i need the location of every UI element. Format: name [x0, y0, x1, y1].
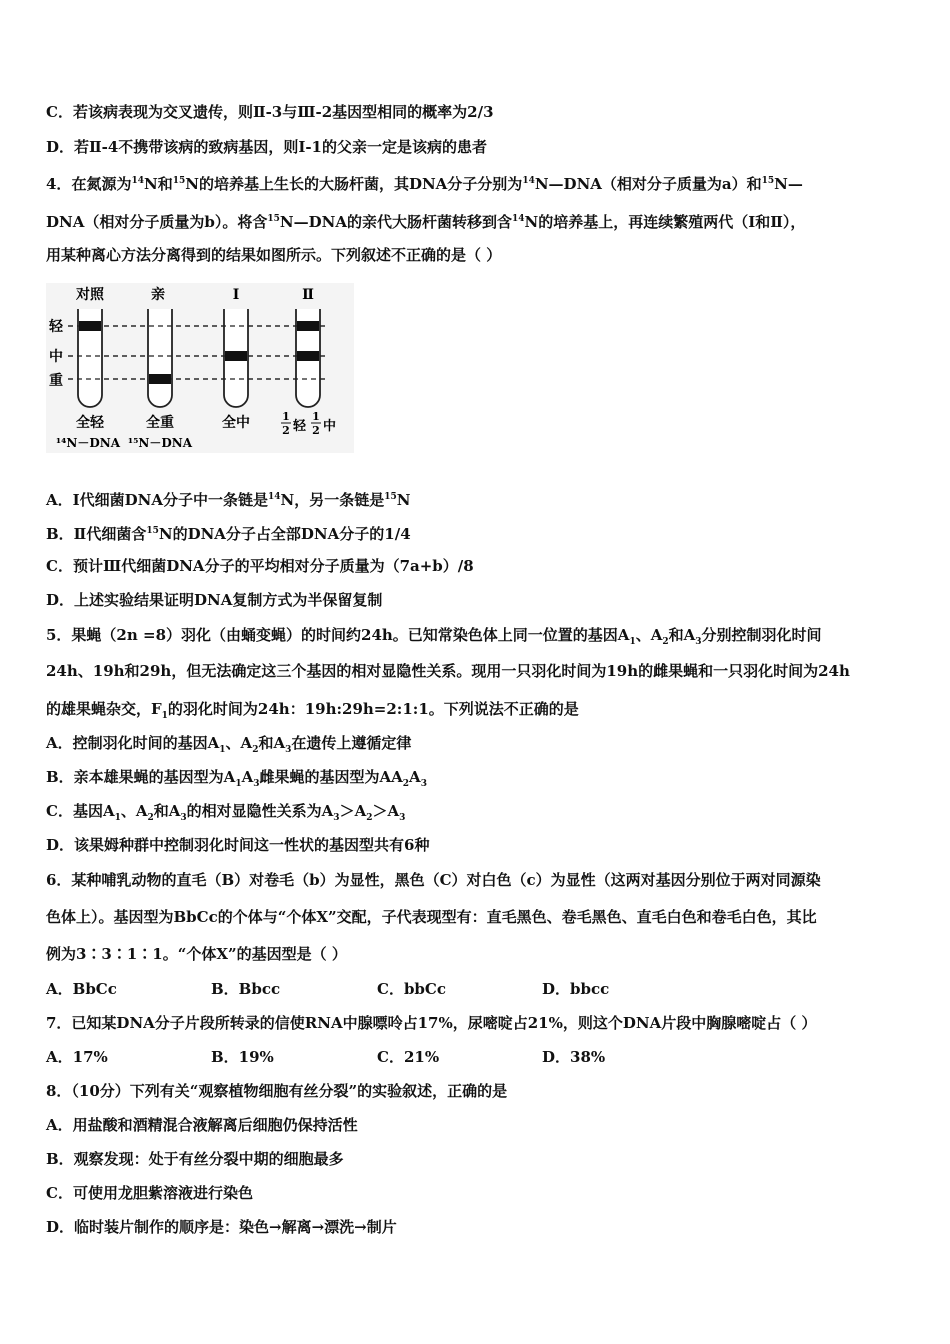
- q6-stem-line2: 色体上）。基因型为BbCc的个体与“个体X”交配，子代表现型有：直毛黑色、卷毛黑色、直毛白色和卷毛白色，其比: [46, 908, 817, 926]
- q5-option-d: D．该果姆种群中控制羽化时间这一性状的基因型共有6种: [46, 836, 430, 854]
- q7-option-d: D．38%: [542, 1048, 606, 1066]
- label-15n-dna: ¹⁵N－DNA: [127, 436, 193, 450]
- svg-text:1: 1: [282, 410, 290, 423]
- q8-stem: 8．（10分）下列有关“观察植物细胞有丝分裂”的实验叙述，正确的是: [46, 1082, 508, 1100]
- svg-text:1: 1: [312, 410, 320, 423]
- q4-stem-line3: 用某种离心方法分离得到的结果如图所示。下列叙述不正确的是（ ）: [46, 246, 502, 264]
- label-14n-dna: ¹⁴N－DNA: [55, 436, 121, 450]
- band-parent-heavy: [149, 374, 171, 384]
- band-control-light: [79, 321, 101, 331]
- q5-option-c: C．基因$A_1$、$A_2$和$A_3$的相对显隐性关系为$A_3>A_2>A_3$: [46, 802, 406, 823]
- band-gen2-middle: [297, 351, 319, 361]
- q4-option-c: C．预计Ⅲ代细菌DNA分子的平均相对分子质量为（7a+b）/8: [46, 557, 474, 575]
- q8-option-b: B．观察发现：处于有丝分裂中期的细胞最多: [46, 1150, 344, 1168]
- row-label-middle: 中: [49, 349, 63, 365]
- q4-stem-line2: DNA（相对分子质量为b）。将含$^{15}$N—DNA的亲代大肠杆菌转移到含$^{14}$N的培养基上，再连续繁殖两代（Ⅰ和Ⅱ），: [46, 213, 806, 231]
- q3-option-d: D．若Ⅱ-4不携带该病的致病基因，则Ⅰ-1的父亲一定是该病的患者: [46, 138, 487, 156]
- q8-option-a: A．用盐酸和酒精混合液解离后细胞仍保持活性: [46, 1116, 358, 1134]
- q4-option-b: B．Ⅱ代细菌含$^{15}$N的DNA分子占全部DNA分子的1/4: [46, 525, 411, 543]
- svg-text:轻: 轻: [293, 419, 307, 434]
- label-all-heavy: 全重: [146, 415, 174, 431]
- q6-option-a: A．BbCc: [46, 980, 117, 998]
- col-label-control: 对照: [76, 287, 104, 303]
- band-gen1-middle: [225, 351, 247, 361]
- svg-text:中: 中: [323, 419, 337, 434]
- q8-option-c: C．可使用龙胆紫溶液进行染色: [46, 1184, 253, 1202]
- col-label-gen1: Ⅰ: [232, 287, 240, 303]
- q6-option-d: D．bbcc: [542, 980, 610, 998]
- q6-stem-line3: 例为3∶3∶1∶1。“个体X”的基因型是（ ）: [46, 945, 347, 963]
- q4-option-a: A．Ⅰ代细菌DNA分子中一条链是$^{14}$N，另一条链是$^{15}$N: [46, 491, 411, 509]
- q4-stem-line1: 4．在氮源为$^{14}$N和$^{15}$N的培养基上生长的大肠杆菌，其DNA分子分别为$^{14}$N—DNA（相对分子质量为a）和$^{15}$N—: [46, 175, 803, 193]
- q8-option-d: D．临时装片制作的顺序是：染色→解离→漂洗→制片: [46, 1218, 397, 1236]
- q5-stem-line3: 的雄果蝇杂交，$F_1$的羽化时间为24h：19h:29h=2:1:1。下列说法不正确的是: [46, 700, 579, 721]
- q4-option-d: D．上述实验结果证明DNA复制方式为半保留复制: [46, 591, 383, 609]
- q7-option-a: A．17%: [46, 1048, 108, 1066]
- q7-option-c: C．21%: [377, 1048, 440, 1066]
- q6-stem-line1: 6．某种哺乳动物的直毛（B）对卷毛（b）为显性，黑色（C）对白色（c）为显性（这两对基因分别位于两对同源染: [46, 871, 821, 889]
- q6-option-b: B．Bbcc: [211, 980, 281, 998]
- row-label-light: 轻: [49, 319, 63, 335]
- q5-stem-line2: 24h、19h和29h，但无法确定这三个基因的相对显隐性关系。现用一只羽化时间为19h的雌果蝇和一只羽化时间为24h: [46, 662, 850, 680]
- col-label-gen2: Ⅱ: [302, 287, 314, 303]
- q3-option-c: C．若该病表现为交叉遗传，则Ⅱ-3与Ⅲ-2基因型相同的概率为2/3: [46, 103, 494, 121]
- q5-stem-line1: 5．果蝇（2n =8）羽化（由蛹变蝇）的时间约24h。已知常染色体上同一位置的基因$A_1$、$A_2$和$A_3$分别控制羽化时间: [46, 626, 822, 647]
- tube-parent: [148, 309, 172, 407]
- q7-stem: 7．已知某DNA分子片段所转录的信使RNA中腺嘌呤占17%，尿嘧啶占21%，则这个DNA片段中胸腺嘧啶占（ ）: [46, 1014, 817, 1032]
- q6-option-c: C．bbCc: [377, 980, 446, 998]
- row-label-heavy: 重: [49, 373, 63, 389]
- q7-option-b: B．19%: [211, 1048, 274, 1066]
- band-gen2-light: [297, 321, 319, 331]
- q5-option-b: B．亲本雄果蝇的基因型为$A_1A_3$雌果蝇的基因型为$AA_2A_3$: [46, 768, 427, 789]
- col-label-parent: 亲: [151, 287, 165, 303]
- svg-text:2: 2: [312, 424, 320, 437]
- q5-option-a: A．控制羽化时间的基因$A_1$、$A_2$和$A_3$在遗传上遵循定律: [46, 734, 412, 755]
- label-all-light: 全轻: [76, 415, 104, 431]
- label-all-middle: 全中: [222, 415, 250, 431]
- svg-text:2: 2: [282, 424, 290, 437]
- centrifuge-diagram: [46, 283, 354, 453]
